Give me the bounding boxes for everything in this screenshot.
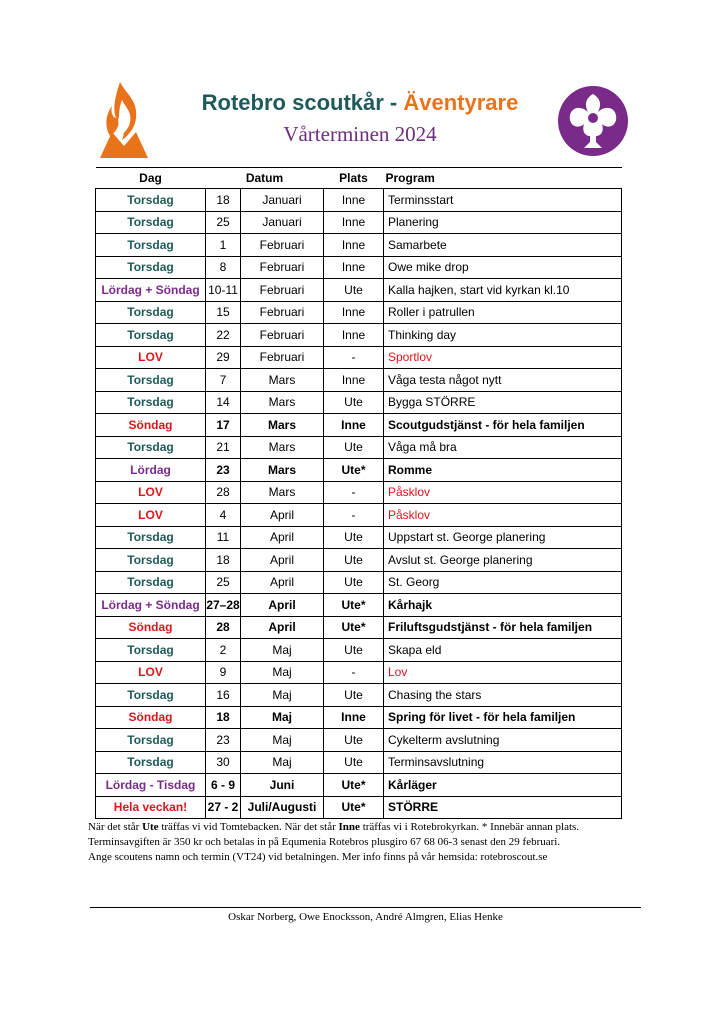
cell-program: Friluftsgudstjänst - för hela familjen xyxy=(384,616,622,639)
cell-program: Kårläger xyxy=(384,774,622,797)
title-org: Rotebro scoutkår xyxy=(201,90,384,115)
cell-program: Cykelterm avslutning xyxy=(384,729,622,752)
cell-place: Ute* xyxy=(324,459,384,482)
cell-date-number: 27–28 xyxy=(206,594,241,617)
table-row xyxy=(96,414,622,437)
cell-program: Scoutgudstjänst - för hela familjen xyxy=(384,414,622,437)
note-meeting-places xyxy=(88,820,648,835)
cell-month: Februari xyxy=(241,256,324,279)
cell-program: Owe mike drop xyxy=(384,256,622,279)
cell-day: Torsdag xyxy=(96,211,206,234)
cell-date-number: 17 xyxy=(206,414,241,437)
table-row xyxy=(96,751,622,774)
col-header-date: Datum xyxy=(206,168,324,189)
cell-place: Inne xyxy=(324,414,384,437)
cell-place: Ute* xyxy=(324,594,384,617)
cell-place: - xyxy=(324,661,384,684)
cell-day: LOV xyxy=(96,481,206,504)
cell-date-number: 23 xyxy=(206,729,241,752)
cell-program: Spring för livet - för hela familjen xyxy=(384,706,622,729)
table-row xyxy=(96,526,622,549)
cell-date-number: 25 xyxy=(206,211,241,234)
cell-day: Torsdag xyxy=(96,751,206,774)
cell-place: Inne xyxy=(324,301,384,324)
cell-day: LOV xyxy=(96,661,206,684)
cell-place: Ute xyxy=(324,571,384,594)
table-row xyxy=(96,459,622,482)
table-row xyxy=(96,436,622,459)
cell-date-number: 28 xyxy=(206,616,241,639)
table-row xyxy=(96,594,622,617)
flame-icon xyxy=(98,80,150,158)
cell-program: St. Georg xyxy=(384,571,622,594)
cell-date-number: 27 - 2 xyxy=(206,796,241,819)
cell-place: Inne xyxy=(324,706,384,729)
table-row xyxy=(96,684,622,707)
cell-place: Ute* xyxy=(324,616,384,639)
notes xyxy=(88,820,648,865)
page-subtitle: Vårterminen 2024 xyxy=(283,122,437,146)
cell-day: Torsdag xyxy=(96,301,206,324)
schedule-table xyxy=(95,167,622,819)
cell-program: Roller i patrullen xyxy=(384,301,622,324)
cell-day: Lördag + Söndag xyxy=(96,594,206,617)
cell-place: Ute xyxy=(324,549,384,572)
cell-place: Ute xyxy=(324,684,384,707)
cell-program: Romme xyxy=(384,459,622,482)
cell-month: Januari xyxy=(241,189,324,212)
cell-day: Torsdag xyxy=(96,234,206,257)
cell-place: Inne xyxy=(324,369,384,392)
cell-program: Våga må bra xyxy=(384,436,622,459)
cell-date-number: 14 xyxy=(206,391,241,414)
note-fee: Terminsavgiften är 350 kr och betalas in på Equmenia Rotebros plusgiro 67 68 06-3 senast den 29 februari. xyxy=(88,836,561,848)
cell-month: April xyxy=(241,571,324,594)
table-row xyxy=(96,189,622,212)
cell-month: Mars xyxy=(241,459,324,482)
cell-date-number: 15 xyxy=(206,301,241,324)
cell-month: Mars xyxy=(241,391,324,414)
cell-program: Kalla hajken, start vid kyrkan kl.10 xyxy=(384,279,622,302)
cell-month: Mars xyxy=(241,481,324,504)
cell-date-number: 6 - 9 xyxy=(206,774,241,797)
table-row xyxy=(96,391,622,414)
cell-place: Ute* xyxy=(324,774,384,797)
cell-program: Terminsstart xyxy=(384,189,622,212)
cell-place: Ute xyxy=(324,639,384,662)
cell-day: Torsdag xyxy=(96,189,206,212)
cell-date-number: 22 xyxy=(206,324,241,347)
cell-day: Torsdag xyxy=(96,436,206,459)
cell-place: Ute xyxy=(324,729,384,752)
cell-program: Avslut st. George planering xyxy=(384,549,622,572)
note-text: träffas vi vid Tomtebacken. När det står xyxy=(158,821,339,833)
cell-place: Ute xyxy=(324,436,384,459)
cell-date-number: 18 xyxy=(206,189,241,212)
cell-place: Inne xyxy=(324,256,384,279)
cell-place: Ute xyxy=(324,391,384,414)
cell-day: Torsdag xyxy=(96,526,206,549)
table-row xyxy=(96,729,622,752)
table-row xyxy=(96,234,622,257)
cell-program: Påsklov xyxy=(384,481,622,504)
title-dash: - xyxy=(383,90,404,115)
table-row xyxy=(96,549,622,572)
table-row xyxy=(96,639,622,662)
cell-month: Februari xyxy=(241,324,324,347)
cell-date-number: 18 xyxy=(206,549,241,572)
cell-day: Torsdag xyxy=(96,369,206,392)
cell-day: LOV xyxy=(96,346,206,369)
cell-program: Samarbete xyxy=(384,234,622,257)
table-row xyxy=(96,301,622,324)
cell-place: Inne xyxy=(324,211,384,234)
cell-month: April xyxy=(241,526,324,549)
table-row xyxy=(96,504,622,527)
cell-place: Inne xyxy=(324,234,384,257)
cell-date-number: 8 xyxy=(206,256,241,279)
cell-date-number: 28 xyxy=(206,481,241,504)
cell-month: Januari xyxy=(241,211,324,234)
cell-day: Torsdag xyxy=(96,729,206,752)
page-title xyxy=(150,90,570,116)
note-text: När det står xyxy=(88,821,143,833)
table-row xyxy=(96,706,622,729)
cell-month: Maj xyxy=(241,706,324,729)
cell-program: Lov xyxy=(384,661,622,684)
note-ute: Ute xyxy=(142,821,159,833)
cell-program: Sportlov xyxy=(384,346,622,369)
cell-month: Februari xyxy=(241,346,324,369)
cell-month: Juli/Augusti xyxy=(241,796,324,819)
cell-day: Lördag - Tisdag xyxy=(96,774,206,797)
scout-fleur-de-lis-icon xyxy=(558,86,628,156)
table-row xyxy=(96,346,622,369)
cell-date-number: 18 xyxy=(206,706,241,729)
cell-program: Skapa eld xyxy=(384,639,622,662)
cell-program: STÖRRE xyxy=(384,796,622,819)
table-row xyxy=(96,616,622,639)
cell-date-number: 1 xyxy=(206,234,241,257)
col-header-place: Plats xyxy=(324,168,384,189)
cell-day: Söndag xyxy=(96,706,206,729)
cell-month: Februari xyxy=(241,301,324,324)
cell-month: Mars xyxy=(241,414,324,437)
cell-date-number: 23 xyxy=(206,459,241,482)
table-row xyxy=(96,279,622,302)
cell-date-number: 2 xyxy=(206,639,241,662)
cell-program: Planering xyxy=(384,211,622,234)
table-row xyxy=(96,571,622,594)
cell-month: April xyxy=(241,616,324,639)
cell-place: - xyxy=(324,346,384,369)
cell-day: Torsdag xyxy=(96,639,206,662)
cell-month: Maj xyxy=(241,661,324,684)
cell-day: Torsdag xyxy=(96,391,206,414)
cell-date-number: 29 xyxy=(206,346,241,369)
cell-program: Uppstart st. George planering xyxy=(384,526,622,549)
cell-day: Torsdag xyxy=(96,684,206,707)
table-row xyxy=(96,256,622,279)
cell-month: Mars xyxy=(241,436,324,459)
cell-place: Ute xyxy=(324,279,384,302)
cell-month: April xyxy=(241,594,324,617)
table-header-row xyxy=(96,168,622,189)
footer-leaders: Oskar Norberg, Owe Enocksson, André Almgren, Elias Henke xyxy=(228,911,503,923)
cell-place: Inne xyxy=(324,324,384,347)
cell-place: Inne xyxy=(324,189,384,212)
table-row xyxy=(96,796,622,819)
cell-date-number: 11 xyxy=(206,526,241,549)
table-row xyxy=(96,774,622,797)
col-header-day: Dag xyxy=(96,168,206,189)
table-row xyxy=(96,661,622,684)
cell-place: - xyxy=(324,504,384,527)
cell-month: Maj xyxy=(241,751,324,774)
cell-day: Torsdag xyxy=(96,324,206,347)
cell-date-number: 16 xyxy=(206,684,241,707)
cell-place: Ute xyxy=(324,751,384,774)
note-inne: Inne xyxy=(338,821,360,833)
table-row xyxy=(96,369,622,392)
col-header-program: Program xyxy=(384,168,622,189)
note-payment: Ange scoutens namn och termin (VT24) vid betalningen. Mer info finns på vår hemsida: rotebroscout.se xyxy=(88,851,548,863)
cell-month: Februari xyxy=(241,234,324,257)
cell-day: Hela veckan! xyxy=(96,796,206,819)
cell-day: LOV xyxy=(96,504,206,527)
table-row xyxy=(96,481,622,504)
table-row xyxy=(96,324,622,347)
cell-month: Juni xyxy=(241,774,324,797)
table-row xyxy=(96,211,622,234)
cell-day: Lördag xyxy=(96,459,206,482)
cell-program: Våga testa något nytt xyxy=(384,369,622,392)
cell-month: Mars xyxy=(241,369,324,392)
cell-day: Torsdag xyxy=(96,256,206,279)
cell-program: Terminsavslutning xyxy=(384,751,622,774)
cell-month: Maj xyxy=(241,639,324,662)
cell-date-number: 30 xyxy=(206,751,241,774)
cell-month: Februari xyxy=(241,279,324,302)
cell-date-number: 21 xyxy=(206,436,241,459)
cell-program: Påsklov xyxy=(384,504,622,527)
cell-date-number: 9 xyxy=(206,661,241,684)
footer-divider xyxy=(90,907,641,908)
cell-program: Kårhajk xyxy=(384,594,622,617)
cell-place: Ute xyxy=(324,526,384,549)
cell-month: Maj xyxy=(241,684,324,707)
cell-day: Torsdag xyxy=(96,571,206,594)
cell-month: April xyxy=(241,504,324,527)
cell-place: Ute* xyxy=(324,796,384,819)
cell-date-number: 10-11 xyxy=(206,279,241,302)
cell-program: Thinking day xyxy=(384,324,622,347)
cell-date-number: 25 xyxy=(206,571,241,594)
title-group: Äventyrare xyxy=(403,90,519,115)
cell-day: Söndag xyxy=(96,616,206,639)
cell-month: April xyxy=(241,549,324,572)
cell-day: Söndag xyxy=(96,414,206,437)
note-text: träffas vi i Rotebrokyrkan. * Innebär annan plats. xyxy=(359,821,580,833)
cell-day: Lördag + Söndag xyxy=(96,279,206,302)
cell-month: Maj xyxy=(241,729,324,752)
cell-program: Chasing the stars xyxy=(384,684,622,707)
cell-date-number: 7 xyxy=(206,369,241,392)
cell-date-number: 4 xyxy=(206,504,241,527)
cell-program: Bygga STÖRRE xyxy=(384,391,622,414)
cell-day: Torsdag xyxy=(96,549,206,572)
cell-place: - xyxy=(324,481,384,504)
